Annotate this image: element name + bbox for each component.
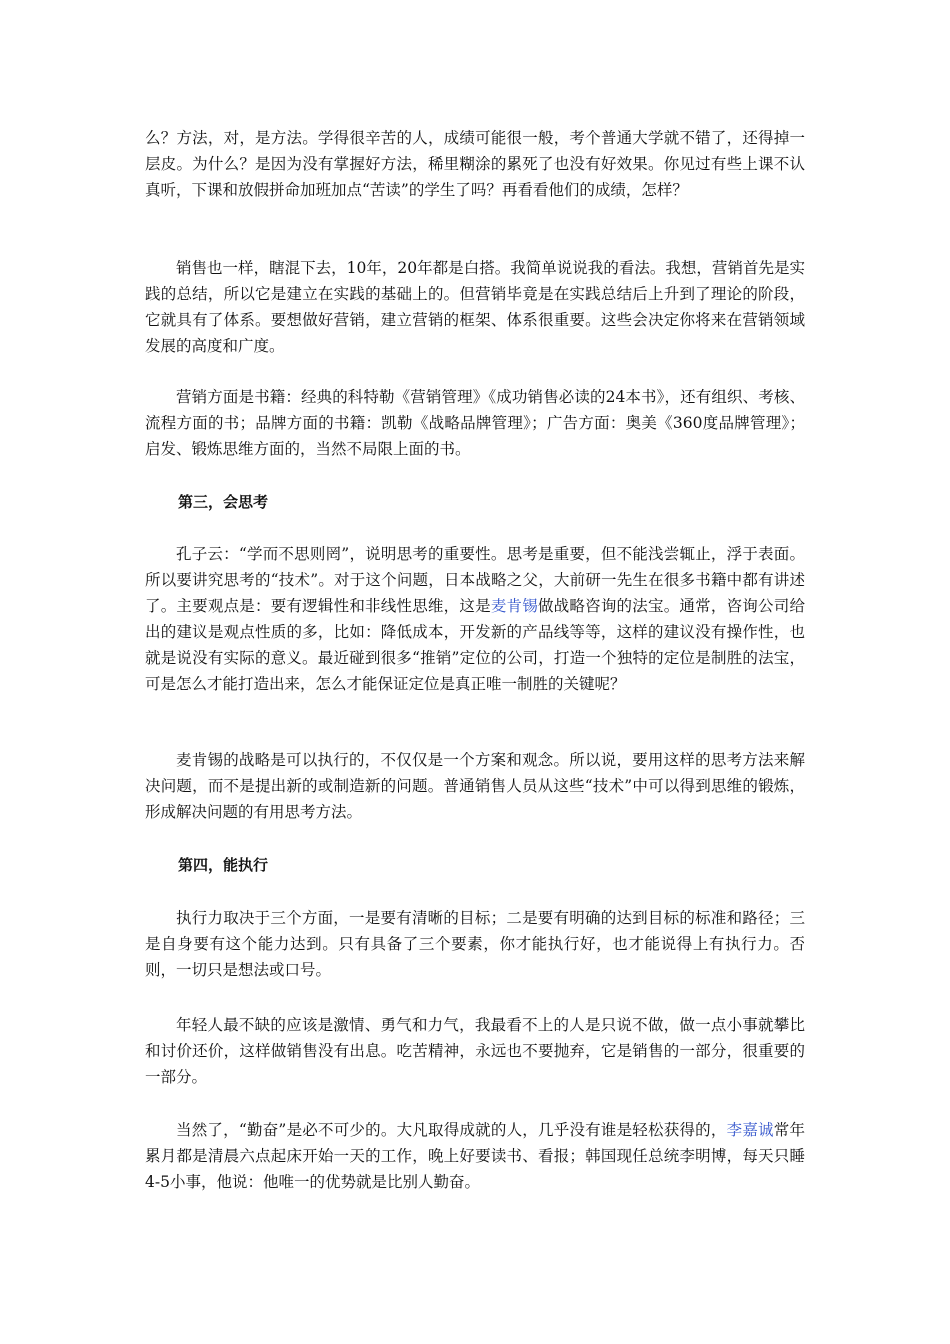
paragraph-method: 么？方法，对，是方法。学得很辛苦的人，成绩可能很一般，考个普通大学就不错了，还得掉一层皮。为什么？是因为没有掌握好方法，稀里糊涂的累死了也没有好效果。你见过有些上课不认真听，下课和放假拼命加班加点“苦读”的学生了吗？再看看他们的成绩，怎样？ — [145, 129, 805, 199]
mckinsey-link[interactable]: 麦肯锡 — [490, 597, 538, 615]
paragraph-diligence — [145, 1117, 805, 1195]
paragraph-thinking-text-a: 孔子云：“学而不思则罔”，说明思考的重要性。思考是重要，但不能浅尝辄止，浮于表面。所以要讲究思考的“技术”。对于这个问题，日本战略之父，大前研一先生在很多书籍中都有讲述了。主要观点是：要有逻辑性和非线性思维，这是 — [145, 545, 805, 615]
paragraph-diligence-text-a: 当然了，“勤奋”是必不可少的。大凡取得成就的人，几乎没有谁是轻松获得的， — [176, 1121, 727, 1139]
paragraph-sales-framework: 销售也一样，瞎混下去，10年，20年都是白搭。我简单说说我的看法。我想，营销首先是实践的总结，所以它是建立在实践的基础上的。但营销毕竟是在实践总结后上升到了理论的阶段，它就具有了体系。要想做好营销，建立营销的框架、体系很重要。这些会决定你将来在营销领域发展的高度和广度。 — [145, 259, 805, 355]
paragraph-thinking-text-b: 做战略咨询的法宝。通常，咨询公司给出的建议是观点性质的多，比如：降低成本，开发新的产品线等等，这样的建议没有操作性，也就是说没有实际的意义。最近碰到很多“推销”定位的公司，打造一个独特的定位是制胜的法宝，可是怎么才能打造出来，怎么才能保证定位是真正唯一制胜的关键呢？ — [145, 597, 805, 693]
section-heading-think: 第三，会思考 — [178, 493, 269, 511]
paragraph-books: 营销方面是书籍：经典的科特勒《营销管理》《成功销售必读的24本书》，还有组织、考核、流程方面的书；品牌方面的书籍：凯勒《战略品牌管理》；广告方面：奥美《360度品牌管理》；启发、锻炼思维方面的，当然不局限上面的书。 — [145, 388, 805, 458]
section-heading-execute: 第四，能执行 — [178, 856, 269, 874]
paragraph-diligence-text-b: 常年累月都是清晨六点起床开始一天的工作，晚上好要读书、看报；韩国现任总统李明博，每天只睡4-5小事，他说：他唯一的优势就是比别人勤奋。 — [145, 1121, 805, 1191]
li-ka-shing-link[interactable]: 李嘉诚 — [726, 1121, 774, 1139]
paragraph-mckinsey-strategy: 麦肯锡的战略是可以执行的，不仅仅是一个方案和观念。所以说，要用这样的思考方法来解决问题，而不是提出新的或制造新的问题。普通销售人员从这些“技术”中可以得到思维的锻炼，形成解决问题的有用思考方法。 — [145, 751, 805, 821]
paragraph-young-people: 年轻人最不缺的应该是激情、勇气和力气，我最看不上的人是只说不做，做一点小事就攀比和讨价还价，这样做销售没有出息。吃苦精神，永远也不要抛弃，它是销售的一部分，很重要的一部分。 — [145, 1016, 805, 1086]
paragraph-thinking — [145, 541, 805, 697]
paragraph-execution: 执行力取决于三个方面，一是要有清晰的目标；二是要有明确的达到目标的标准和路径；三是自身要有这个能力达到。只有具备了三个要素，你才能执行好，也才能说得上有执行力。否则，一切只是想法或口号。 — [145, 909, 805, 979]
